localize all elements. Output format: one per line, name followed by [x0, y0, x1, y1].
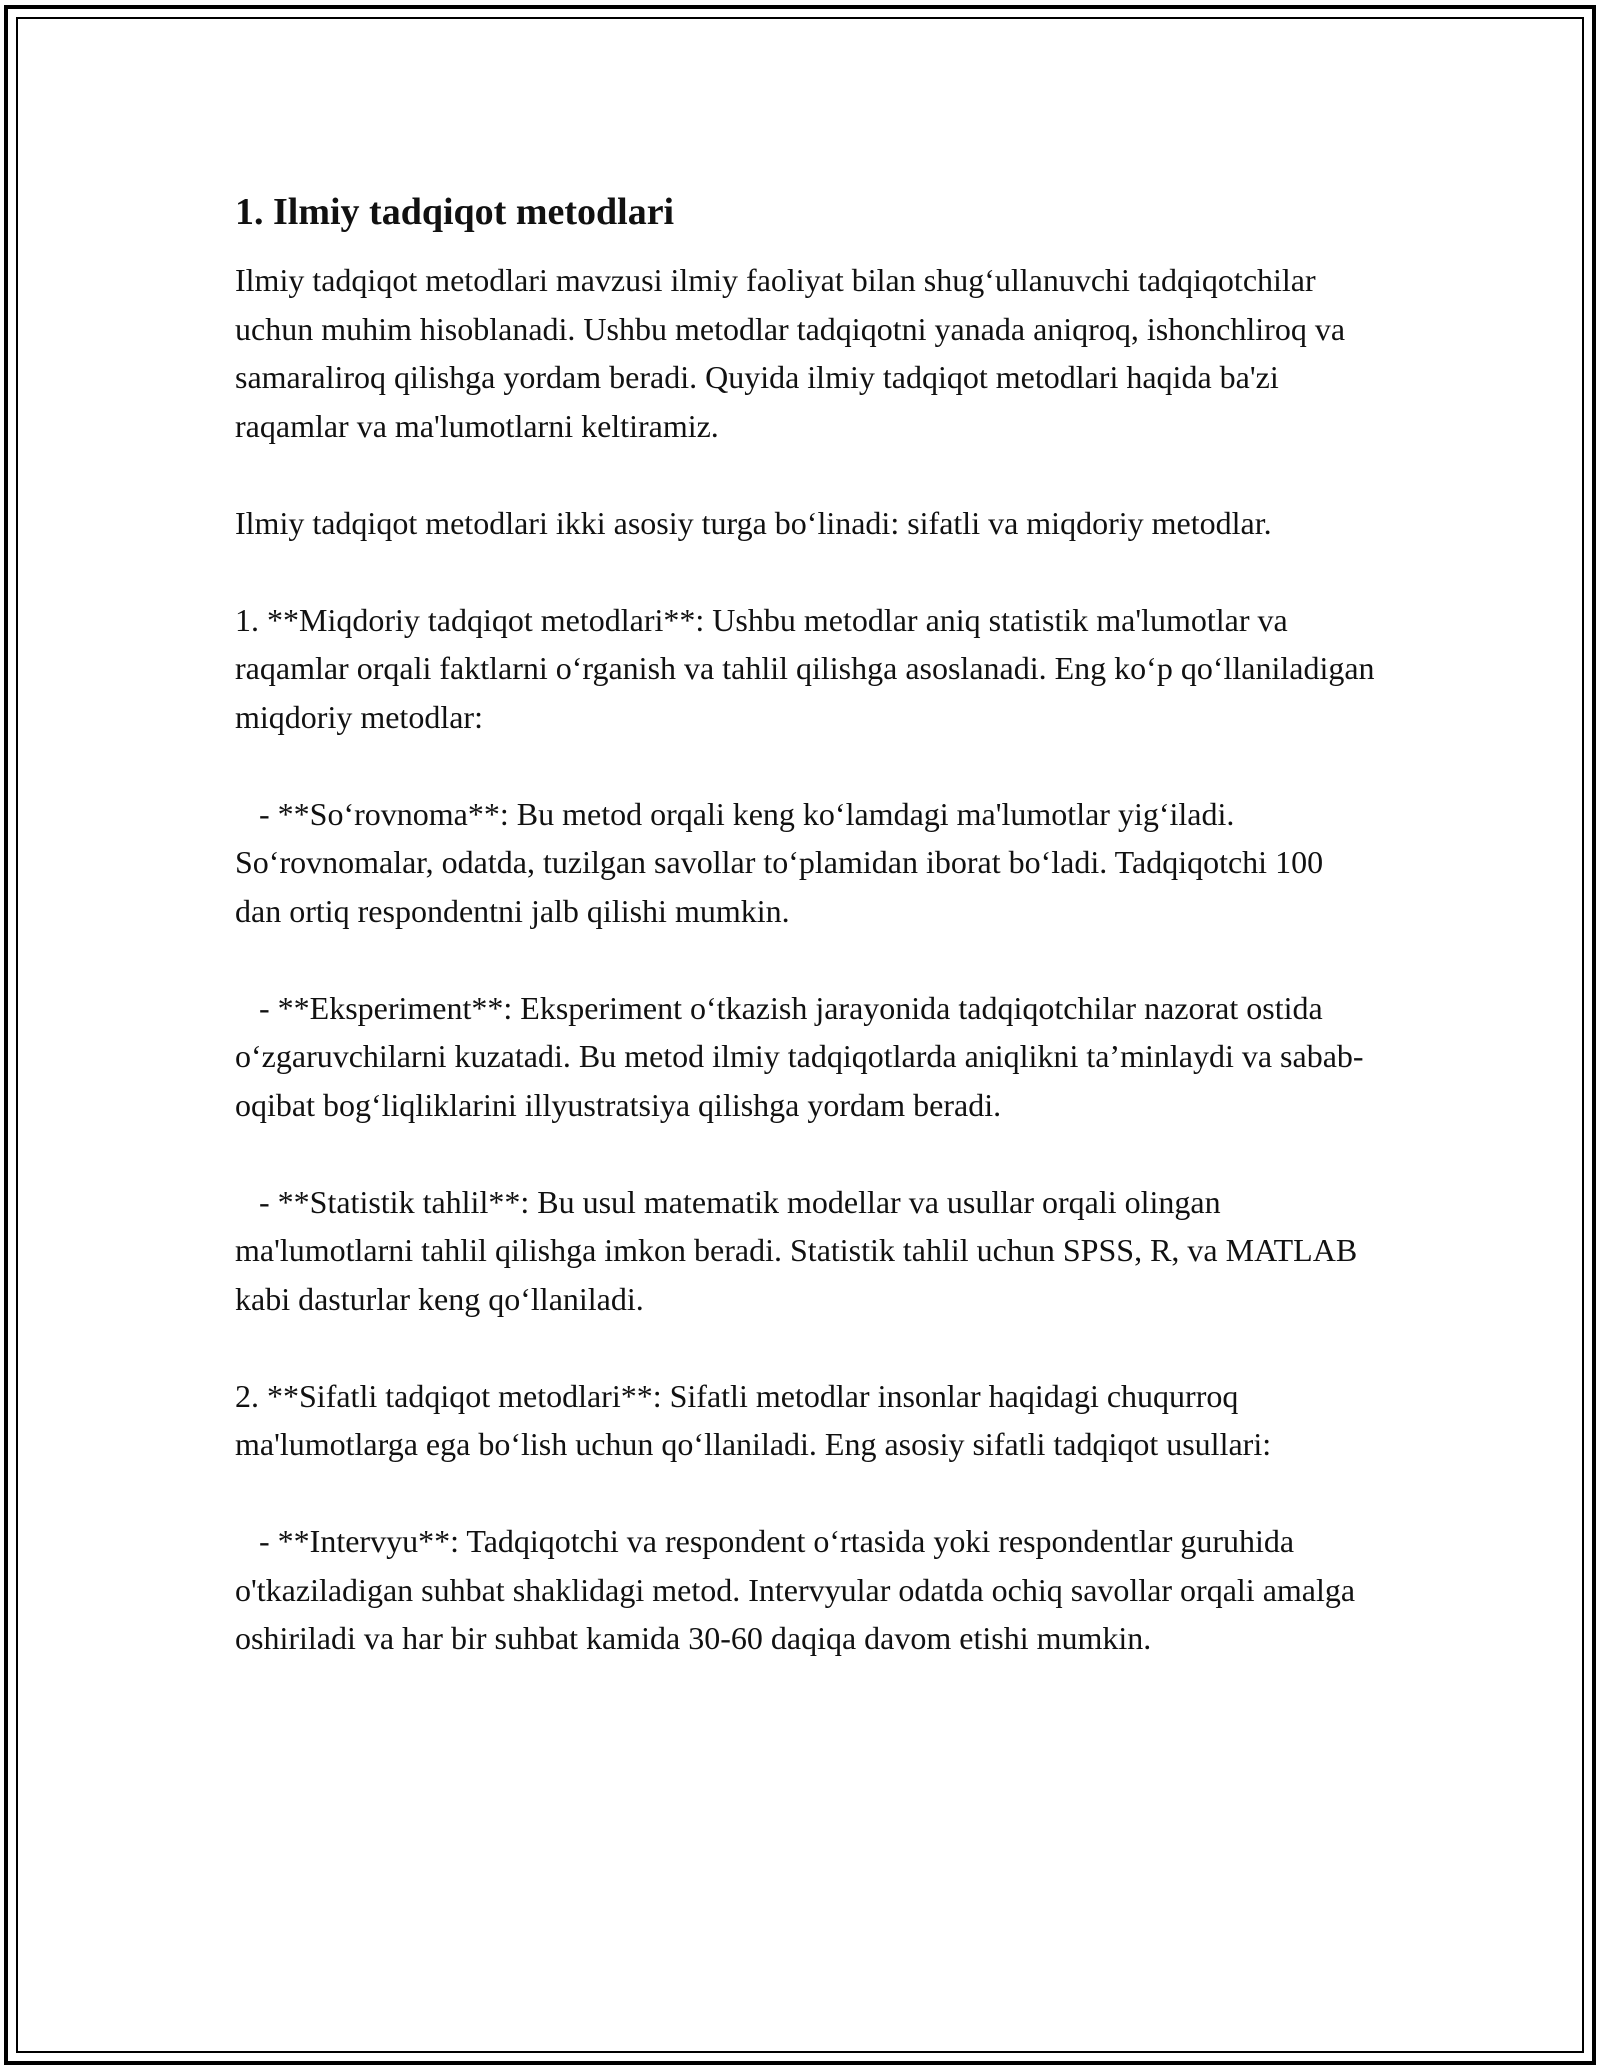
paragraph-qualitative: 2. **Sifatli tadqiqot metodlari**: Sifatli metodlar insonlar haqidagi chuqurroq ma'lumotlarga ega bo‘lish uchun qo‘llaniladi. Eng asosiy sifatli tadqiqot usullari:	[235, 1377, 1272, 1462]
paragraph-survey: - **So‘rovnoma**: Bu metod orqali keng ko‘lamdagi ma'lumotlar yig‘iladi. So‘rovnomalar, odatda, tuzilgan savollar to‘plamidan iborat bo‘ladi. Tadqiqotchi 100 dan ortiq respondentni jalb qilishi mumkin.	[235, 795, 1332, 929]
paragraph-intro: Ilmiy tadqiqot metodlari mavzusi ilmiy faoliyat bilan shug‘ullanuvchi tadqiqotchilar uchun muhim hisoblanadi. Ushbu metodlar tadqiqotni yanada aniqroq, ishonchliroq va samaraliroq qilishga yordam beradi. Quyida ilmiy tadqiqot metodlari haqida ba'zi raqamlar va ma'lumotlarni keltiramiz.	[235, 262, 1354, 444]
paragraph-interview: - **Intervyu**: Tadqiqotchi va respondent o‘rtasida yoki respondentlar guruhida o'tkaziladigan suhbat shaklidagi metod. Intervyular odatda ochiq savollar orqali amalga oshiriladi va har bir suhbat kamida 30-60 daqiqa davom etishi mumkin.	[235, 1523, 1364, 1656]
paragraph-experiment: - **Eksperiment**: Eksperiment o‘tkazish jarayonida tadqiqotchilar nazorat ostida o‘zgaruvchilarni kuzatadi. Bu metod ilmiy tadqiqotlarda aniqlikni ta’minlaydi va sabab-oqibat bog‘liqliklarini illyustratsiya qilishga yordam beradi.	[235, 989, 1364, 1123]
document-body	[235, 186, 1383, 1663]
paragraph-statistics: - **Statistik tahlil**: Bu usul matematik modellar va usullar orqali olingan ma'lumotlarni tahlil qilishga imkon beradi. Statistik tahlil uchun SPSS, R, va MATLAB kabi dasturlar keng qo‘llaniladi.	[235, 1183, 1366, 1317]
paragraph-types: Ilmiy tadqiqot metodlari ikki asosiy turga bo‘linadi: sifatli va miqdoriy metodlar.	[235, 504, 1272, 541]
section-title: 1. Ilmiy tadqiqot metodlari	[235, 191, 675, 233]
paragraph-quantitative: 1. **Miqdoriy tadqiqot metodlari**: Ushbu metodlar aniq statistik ma'lumotlar va raqamlar orqali faktlarni o‘rganish va tahlil qilishga asoslanadi. Eng ko‘p qo‘llaniladigan miqdoriy metodlar:	[235, 601, 1383, 735]
